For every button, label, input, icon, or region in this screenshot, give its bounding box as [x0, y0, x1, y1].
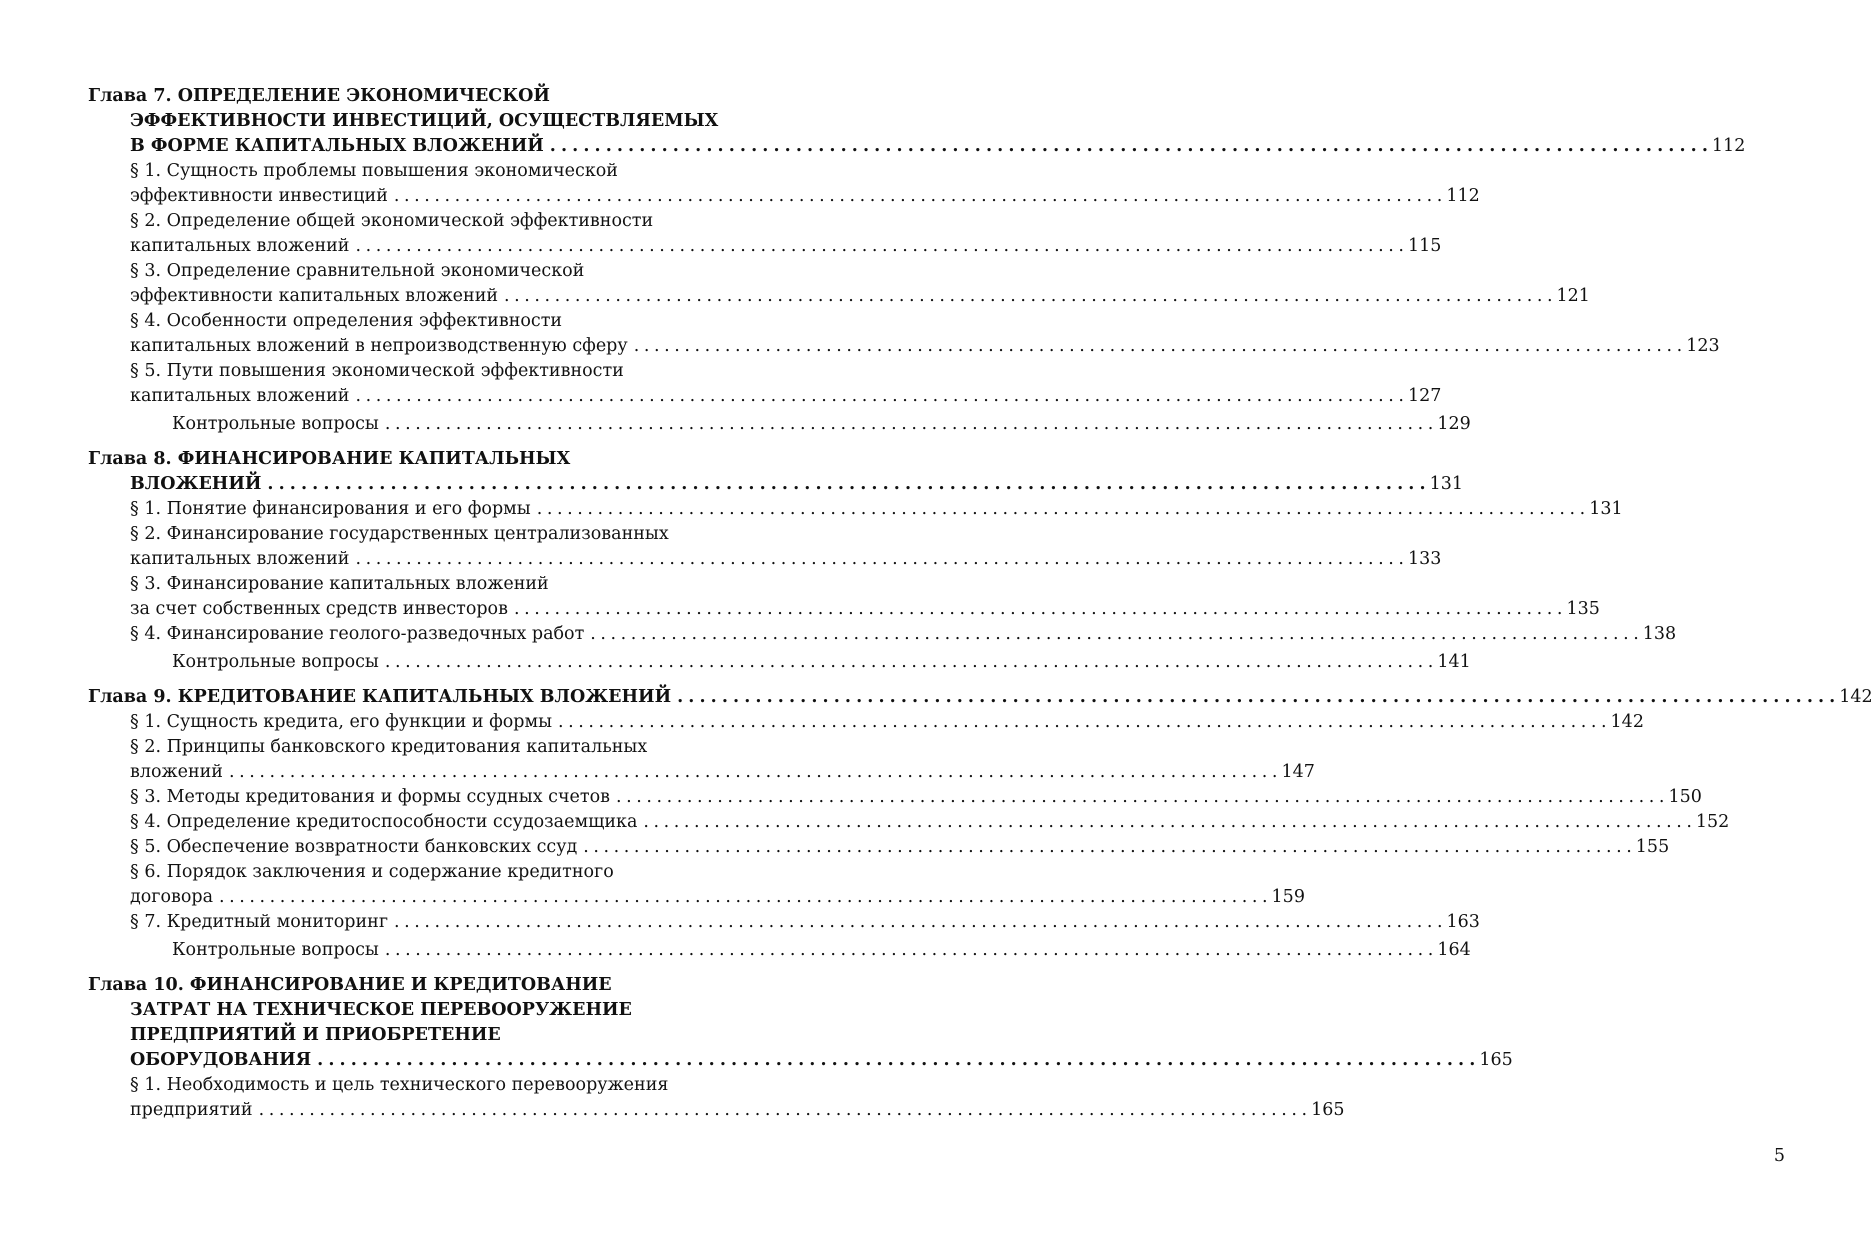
dot-leader	[355, 234, 1404, 259]
chapter-label: Глава 7.	[88, 86, 172, 106]
page-ref: 147	[1281, 762, 1315, 782]
toc-entry-text	[130, 259, 584, 284]
toc-entry-text	[130, 572, 549, 597]
section-title: вложений	[130, 762, 223, 782]
toc-entry-text	[88, 447, 570, 472]
section-title: § 6. Порядок заключения и содержание кредитного	[130, 862, 614, 882]
toc-line	[88, 1023, 754, 1048]
toc-line	[88, 547, 1442, 572]
toc-line	[88, 572, 754, 597]
toc-line	[88, 1098, 1345, 1123]
chapter-label: Глава 9.	[88, 687, 172, 707]
dot-leader	[558, 710, 1607, 735]
section-title: капитальных вложений	[130, 549, 350, 569]
chapter-title: ВЛОЖЕНИЙ	[130, 474, 262, 494]
questions-label: Контрольные вопросы	[172, 652, 379, 672]
toc-entry-text	[130, 109, 718, 134]
control-questions	[88, 938, 1471, 963]
toc-line	[88, 259, 754, 284]
toc-line	[88, 84, 754, 109]
toc-entry-text	[130, 785, 610, 810]
page-ref: 121	[1556, 286, 1590, 306]
toc-entry-text	[130, 359, 624, 384]
toc-line	[88, 447, 754, 472]
toc-line	[88, 359, 754, 384]
dot-leader	[643, 810, 1692, 835]
toc-entry-text	[130, 910, 388, 935]
control-questions	[88, 412, 1471, 437]
dot-leader	[550, 134, 1708, 159]
toc-line	[88, 384, 1442, 409]
chapter-title: ОБОРУДОВАНИЯ	[130, 1050, 312, 1070]
dot-leader	[385, 412, 1434, 437]
toc-entry-text	[130, 760, 223, 785]
toc-entry-text	[130, 334, 628, 359]
chapter-block	[88, 84, 1746, 437]
toc-entry-text	[130, 860, 614, 885]
section-title: § 3. Определение сравнительной экономической	[130, 261, 585, 281]
toc-entry-text	[130, 209, 653, 234]
page-ref: 131	[1429, 474, 1463, 494]
page-ref: 142	[1839, 687, 1873, 707]
page-ref: 152	[1695, 812, 1730, 832]
section-title: § 3. Методы кредитования и формы ссудных счетов	[130, 787, 610, 807]
page-ref: 165	[1311, 1100, 1345, 1120]
toc-entry-text	[130, 497, 531, 522]
dot-leader	[514, 597, 1563, 622]
page-ref: 164	[1437, 940, 1471, 960]
toc-entry-text	[88, 685, 671, 710]
page-ref: 165	[1479, 1050, 1513, 1070]
page-ref: 112	[1446, 186, 1480, 206]
dot-leader	[385, 650, 1434, 675]
chapter-label: Глава 10.	[88, 975, 184, 995]
toc-line	[88, 209, 754, 234]
dot-leader	[267, 472, 1425, 497]
toc-line	[88, 597, 1600, 622]
dot-leader	[385, 938, 1434, 963]
page-ref: 163	[1446, 912, 1480, 932]
toc-entry-text	[130, 735, 647, 760]
section-title: § 2. Принципы банковского кредитования капитальных	[130, 737, 648, 757]
toc-entry-text	[130, 284, 498, 309]
section-title: § 5. Обеспечение возвратности банковских ссуд	[130, 837, 578, 857]
page-ref: 131	[1589, 499, 1623, 519]
toc-entry-text	[130, 835, 577, 860]
toc-entry-text	[130, 134, 544, 159]
section-title: § 5. Пути повышения экономической эффективности	[130, 361, 624, 381]
toc-line	[88, 159, 754, 184]
chapter-title: В ФОРМЕ КАПИТАЛЬНЫХ ВЛОЖЕНИЙ	[130, 136, 544, 156]
section-title: § 4. Финансирование геолого-разведочных работ	[130, 624, 585, 644]
page-ref: 115	[1407, 236, 1442, 256]
dot-leader	[634, 334, 1683, 359]
dot-leader	[259, 1098, 1308, 1123]
toc-entry-text	[130, 885, 213, 910]
section-title: § 1. Понятие финансирования и его формы	[130, 499, 531, 519]
dot-leader	[616, 785, 1665, 810]
toc-line	[88, 910, 1480, 935]
chapter-title: ПРЕДПРИЯТИЙ И ПРИОБРЕТЕНИЕ	[130, 1025, 501, 1045]
toc-line	[88, 760, 1315, 785]
toc-line	[88, 184, 1480, 209]
toc-entry-text	[88, 84, 550, 109]
toc-line	[88, 835, 1670, 860]
toc-line	[88, 735, 754, 760]
toc-line	[88, 284, 1590, 309]
dot-leader	[355, 547, 1404, 572]
toc-line	[88, 622, 1677, 647]
toc-line	[88, 522, 754, 547]
chapter-block	[88, 447, 1677, 675]
toc-entry-text	[130, 1073, 668, 1098]
toc-line	[88, 134, 1746, 159]
dot-leader	[590, 622, 1639, 647]
toc-line	[88, 1048, 1513, 1073]
chapter-title: КРЕДИТОВАНИЕ КАПИТАЛЬНЫХ ВЛОЖЕНИЙ	[177, 687, 672, 707]
dot-leader	[229, 760, 1278, 785]
questions-label: Контрольные вопросы	[172, 414, 379, 434]
toc-entry-text	[130, 1023, 501, 1048]
toc-line	[88, 860, 754, 885]
toc-line	[88, 109, 754, 134]
section-title: § 7. Кредитный мониторинг	[130, 912, 389, 932]
section-title: за счет собственных средств инвесторов	[130, 599, 508, 619]
toc-line	[88, 810, 1730, 835]
section-title: капитальных вложений	[130, 386, 350, 406]
chapter-title: ЭФФЕКТИВНОСТИ ИНВЕСТИЦИЙ, ОСУЩЕСТВЛЯЕМЫХ	[130, 111, 719, 131]
dot-leader	[537, 497, 1586, 522]
page-ref: 150	[1668, 787, 1702, 807]
section-title: капитальных вложений в непроизводственную сферу	[130, 336, 628, 356]
section-title: § 1. Сущность проблемы повышения экономической	[130, 161, 618, 181]
toc-line	[88, 685, 1873, 710]
toc-entry-text	[130, 184, 388, 209]
toc-entry-text	[130, 309, 562, 334]
toc-entry-text	[130, 472, 261, 497]
dot-leader	[317, 1048, 1475, 1073]
toc-entry-text	[130, 1048, 311, 1073]
page-ref: 159	[1271, 887, 1305, 907]
page-number: 5	[1773, 1146, 1785, 1166]
section-title: § 2. Определение общей экономической эффективности	[130, 211, 654, 231]
page-ref: 123	[1686, 336, 1720, 356]
toc-line	[88, 472, 1463, 497]
dot-leader	[394, 184, 1443, 209]
chapter-title: ОПРЕДЕЛЕНИЕ ЭКОНОМИЧЕСКОЙ	[177, 86, 550, 106]
section-title: предприятий	[130, 1100, 253, 1120]
dot-leader	[219, 885, 1268, 910]
section-title: эффективности инвестиций	[130, 186, 388, 206]
chapter-title: ФИНАНСИРОВАНИЕ И КРЕДИТОВАНИЕ	[189, 975, 612, 995]
toc-line	[88, 334, 1720, 359]
questions-label: Контрольные вопросы	[172, 940, 379, 960]
page-ref: 133	[1407, 549, 1442, 569]
toc-line	[88, 234, 1442, 259]
toc-entry-text	[130, 234, 349, 259]
toc-line	[88, 973, 754, 998]
toc-entry-text	[130, 710, 552, 735]
page-ref: 155	[1635, 837, 1670, 857]
page-ref: 135	[1566, 599, 1600, 619]
toc-line	[88, 1073, 754, 1098]
toc-entry-text	[130, 384, 349, 409]
chapter-block	[88, 685, 1873, 963]
section-title: § 1. Необходимость и цель технического перевооружения	[130, 1075, 669, 1095]
page-ref: 129	[1437, 414, 1471, 434]
section-title: § 4. Особенности определения эффективности	[130, 311, 563, 331]
toc-entry-text	[130, 810, 637, 835]
section-title: договора	[130, 887, 214, 907]
section-title: капитальных вложений	[130, 236, 350, 256]
chapter-title: ЗАТРАТ НА ТЕХНИЧЕСКОЕ ПЕРЕВООРУЖЕНИЕ	[130, 1000, 632, 1020]
table-of-contents	[88, 84, 1873, 1123]
toc-line	[88, 497, 1623, 522]
toc-entry-text	[130, 1098, 253, 1123]
toc-line	[88, 885, 1305, 910]
page-ref: 127	[1407, 386, 1442, 406]
dot-leader	[355, 384, 1404, 409]
chapter-block	[88, 973, 1513, 1123]
toc-entry-text	[130, 998, 632, 1023]
toc-entry-text	[130, 159, 618, 184]
toc-entry-text	[88, 973, 612, 998]
toc-entry-text	[130, 547, 349, 572]
page-ref: 112	[1711, 136, 1746, 156]
section-title: § 3. Финансирование капитальных вложений	[130, 574, 549, 594]
toc-line	[88, 309, 754, 334]
section-title: § 1. Сущность кредита, его функции и формы	[130, 712, 553, 732]
chapter-title: ФИНАНСИРОВАНИЕ КАПИТАЛЬНЫХ	[177, 449, 571, 469]
toc-line	[88, 710, 1644, 735]
toc-entry-text	[130, 597, 508, 622]
toc-entry-text	[130, 522, 669, 547]
chapter-label: Глава 8.	[88, 449, 172, 469]
toc-line	[88, 998, 754, 1023]
toc-line	[88, 785, 1702, 810]
dot-leader	[394, 910, 1443, 935]
page-ref: 138	[1642, 624, 1677, 644]
section-title: § 2. Финансирование государственных централизованных	[130, 524, 669, 544]
dot-leader	[583, 835, 1632, 860]
dot-leader	[504, 284, 1553, 309]
page-ref: 142	[1610, 712, 1644, 732]
page-ref: 141	[1437, 652, 1471, 672]
dot-leader	[677, 685, 1835, 710]
section-title: § 4. Определение кредитоспособности ссудозаемщика	[130, 812, 638, 832]
toc-entry-text	[130, 622, 584, 647]
control-questions	[88, 650, 1471, 675]
section-title: эффективности капитальных вложений	[130, 286, 499, 306]
